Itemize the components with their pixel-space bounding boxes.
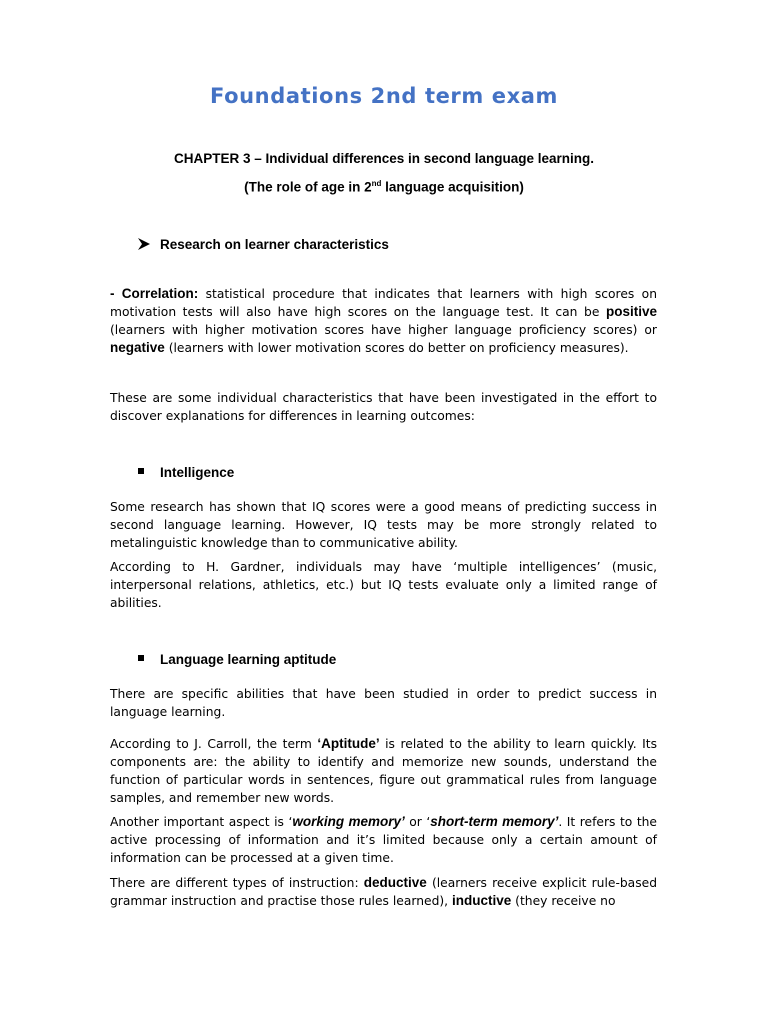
working-memory-term: working memory’ [292,814,405,829]
chapter-heading: CHAPTER 3 – Individual differences in second language learning. [173,151,595,166]
subtitle-text: (The role of age in 2 [244,179,372,195]
paragraph-text: (learners receive explicit rule-based grammar instruction and practise those rules learned), [110,876,657,908]
paragraph-text: or ‘ [404,815,431,829]
subtitle-text-end: language acquisition) [381,179,524,195]
paragraph-text: Another important aspect is ‘ [110,815,293,829]
subtitle-superscript: nd [371,179,382,188]
section-heading-label: Intelligence [160,465,235,480]
aptitude-paragraph-3 [110,813,657,867]
aptitude-term: ‘Aptitude’ [317,736,380,751]
square-bullet-icon [138,652,160,667]
intelligence-paragraph-1: Some research has shown that IQ scores were a good means of predicting success in second language learning. However, IQ tests may be more strongly related to metalinguistic knowledge than to communicative ability. [110,500,657,550]
correlation-paragraph [110,285,657,357]
aptitude-paragraph-4 [110,874,657,910]
short-term-memory-term: short-term memory’ [430,814,559,829]
aptitude-paragraph-1: There are specific abilities that have been studied in order to predict success in language learning. [110,687,657,719]
deductive-term: deductive [363,875,427,890]
paragraph-text: . It refers to the active processing of information and it’s limited because only a certain amount of information can be processed at a given time. [110,815,657,865]
section-heading-aptitude [138,652,336,667]
paragraph-text: is related to the ability to learn quickly. Its components are: the ability to identify and memorize new sounds, understand the function of particular words in sentences, figure out grammatical rules from language samples, and remember new words. [110,737,657,805]
document-title: Foundations 2nd term exam [209,84,559,108]
section-heading-label: Language learning aptitude [160,652,337,667]
aptitude-paragraph-2 [110,735,657,807]
inductive-term: inductive [452,893,512,908]
arrowhead-bullet-icon [138,237,160,252]
negative-term: negative [110,340,165,355]
section-heading-intelligence [138,465,234,480]
paragraph-text: According to J. Carroll, the term [110,737,318,751]
correlation-term: - Correlation: [110,286,199,301]
intelligence-paragraph-2: According to H. Gardner, individuals may have ‘multiple intelligences’ (music, interpersonal relations, athletics, etc.) but IQ tests evaluate only a limited range of abilities. [110,560,657,610]
square-bullet-icon [138,465,160,480]
positive-term: positive [605,304,657,319]
paragraph-text: (they receive no [511,894,616,908]
paragraph-text: (learners with lower motivation scores do better on proficiency measures). [164,341,629,355]
paragraph-text: There are different types of instruction: [110,876,364,890]
chapter-subtitle [0,179,768,195]
intro-paragraph: These are some individual characteristics that have been investigated in the effort to discover explanations for differences in learning outcomes: [110,391,657,423]
section-heading-label: Research on learner characteristics [160,237,389,252]
paragraph-text: (learners with higher motivation scores have higher language proficiency scores) or [110,323,657,337]
section-heading-research [138,237,389,252]
paragraph-text: statistical procedure that indicates that learners with high scores on motivation tests will also have high scores on the language test. It can be [110,287,657,319]
